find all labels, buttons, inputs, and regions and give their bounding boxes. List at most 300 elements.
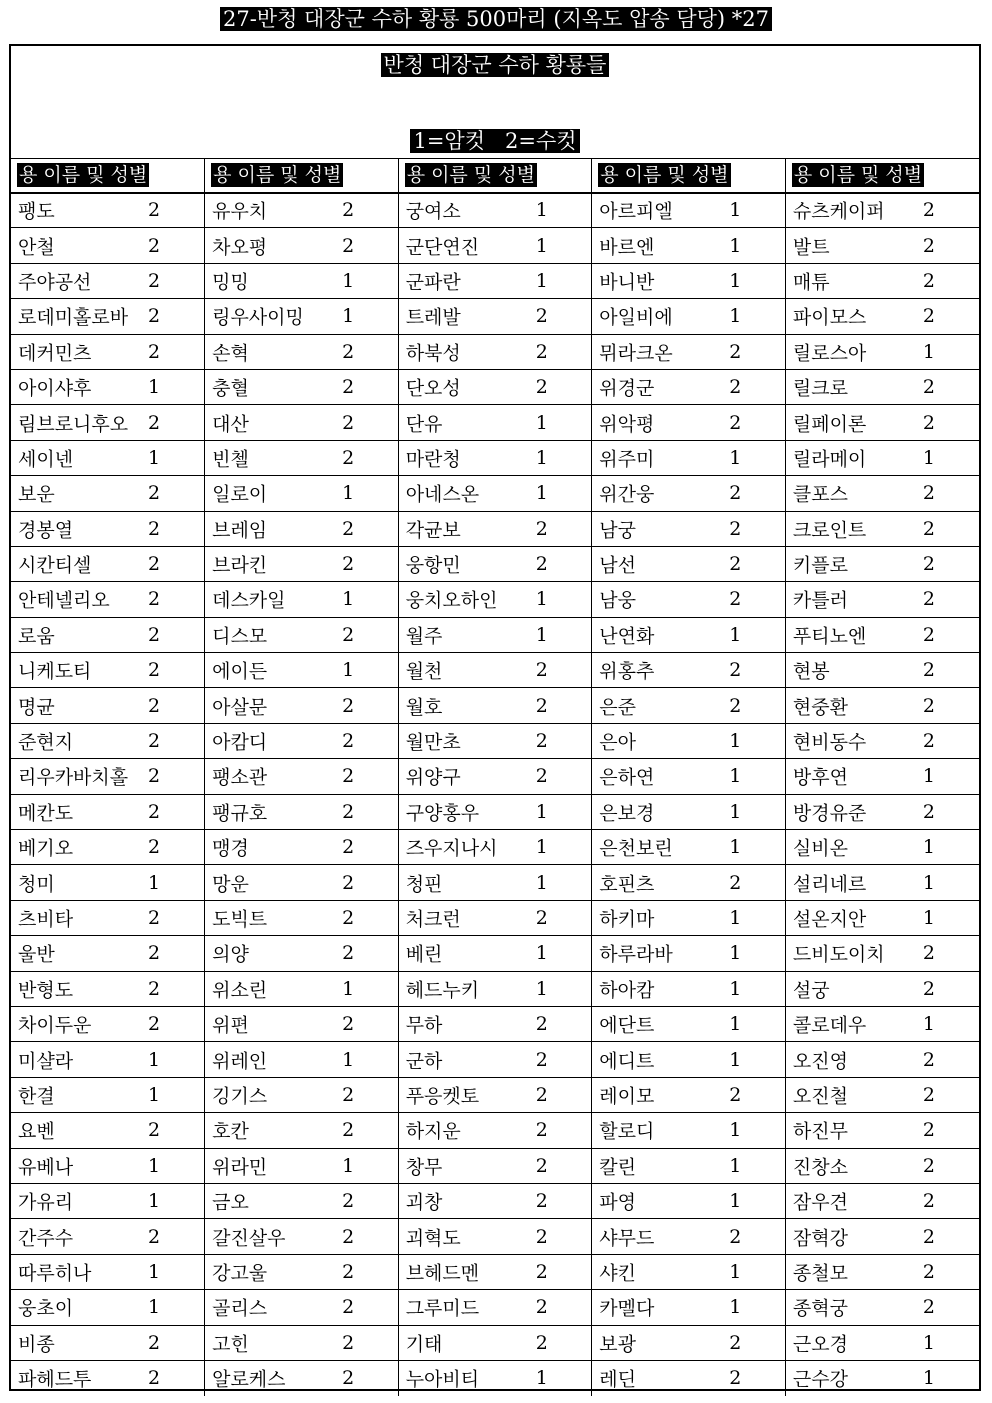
dragon-name: 난연화: [599, 625, 655, 648]
dragon-name: 반형도: [18, 979, 74, 1002]
dragon-cell: [592, 263, 786, 298]
dragon-gender: 2: [148, 340, 161, 363]
column-header-label: 용 이름 및 성별: [19, 164, 148, 187]
dragon-gender: 1: [729, 1260, 742, 1283]
dragon-cell: [785, 1360, 979, 1395]
dragon-cell: [785, 688, 979, 723]
dragon-name: 웅초이: [18, 1297, 74, 1320]
dragon-cell: [11, 1077, 205, 1112]
section-subtitle-text: 반청 대장군 수하 황룡들: [381, 53, 610, 77]
dragon-gender: 1: [342, 977, 355, 1000]
dragon-name: 진창소: [792, 1156, 848, 1179]
dragon-gender: 1: [922, 446, 935, 469]
table-row: [11, 1254, 979, 1289]
dragon-cell: [398, 936, 592, 971]
dragon-cell: [398, 617, 592, 652]
dragon-gender: 2: [342, 553, 355, 576]
dragon-gender: 2: [148, 1367, 161, 1390]
table-row: [11, 511, 979, 546]
dragon-name: 월주: [405, 625, 443, 648]
dragon-name: 은하연: [599, 766, 655, 789]
table-row: [11, 405, 979, 440]
dragon-name: 아일비에: [599, 306, 673, 329]
dragon-name: 월호: [405, 696, 443, 719]
dragon-cell: [11, 263, 205, 298]
dragon-name: 샤무드: [599, 1227, 655, 1250]
dragon-cell: [592, 1183, 786, 1218]
dragon-cell: [592, 617, 786, 652]
table-row: [11, 830, 979, 865]
dragon-cell: [11, 511, 205, 546]
dragon-name: 한결: [18, 1085, 55, 1108]
dragon-gender: 1: [922, 340, 935, 363]
dragon-cell: [11, 971, 205, 1006]
dragon-name: 대산: [212, 413, 249, 436]
dragon-gender: 2: [729, 482, 742, 505]
dragon-name: 설리네르: [792, 873, 867, 896]
dragon-name: 구양홍우: [405, 802, 480, 825]
dragon-gender: 2: [148, 305, 161, 328]
table-row: [11, 1042, 979, 1077]
dragon-gender: 1: [922, 836, 935, 859]
dragon-name: 하지운: [405, 1120, 461, 1143]
dragon-gender: 2: [342, 623, 355, 646]
dragon-cell: [592, 759, 786, 794]
dragon-cell: [592, 511, 786, 546]
dragon-name: 키플로: [792, 554, 848, 577]
dragon-gender: 2: [729, 694, 742, 717]
table-row: [11, 1148, 979, 1183]
dragon-gender: 1: [148, 1154, 161, 1177]
dragon-cell: [398, 228, 592, 263]
dragon-gender: 2: [922, 588, 935, 611]
dragon-cell: [398, 830, 592, 865]
dragon-cell: [11, 1183, 205, 1218]
dragon-cell: [11, 900, 205, 935]
dragon-name: 기태: [405, 1333, 443, 1356]
dragon-cell: [398, 369, 592, 404]
dragon-name: 림브로니후오: [18, 413, 129, 436]
dragon-name: 즈우지나시: [405, 837, 498, 860]
dragon-gender: 1: [535, 836, 548, 859]
table-row: [11, 759, 979, 794]
dragon-name: 에디트: [599, 1050, 655, 1073]
dragon-gender: 1: [729, 800, 742, 823]
dragon-cell: [205, 1183, 399, 1218]
dragon-name: 위주미: [599, 448, 655, 471]
dragon-cell: [592, 900, 786, 935]
dragon-name: 레딘: [599, 1368, 636, 1391]
table-row: [11, 299, 979, 334]
dragon-name: 리우카바치홀: [18, 766, 129, 789]
dragon-cell: [205, 546, 399, 581]
dragon-gender: 2: [535, 1331, 548, 1354]
table-row: [11, 971, 979, 1006]
dragon-cell: [205, 759, 399, 794]
dragon-name: 갈진살우: [212, 1227, 286, 1250]
dragon-cell: [205, 830, 399, 865]
dragon-gender: 2: [148, 836, 161, 859]
dragon-name: 금오: [212, 1191, 249, 1214]
dragon-name: 준현지: [18, 731, 74, 754]
table-row: [11, 688, 979, 723]
dragon-gender: 2: [342, 411, 355, 434]
dragon-cell: [785, 617, 979, 652]
dragon-gender: 1: [342, 1154, 355, 1177]
dragon-name: 디스모: [212, 625, 268, 648]
dragon-gender: 1: [922, 765, 935, 788]
dragon-gender: 1: [148, 1296, 161, 1319]
dragon-cell: [205, 440, 399, 475]
dragon-name: 위편: [212, 1014, 249, 1037]
dragon-cell: [592, 228, 786, 263]
dragon-gender: 2: [729, 588, 742, 611]
dragon-name: 릴로스아: [792, 342, 867, 365]
dragon-cell: [398, 794, 592, 829]
dragon-cell: [398, 476, 592, 511]
dragon-name: 위양구: [405, 766, 461, 789]
table-row: [11, 1325, 979, 1360]
dragon-cell: [785, 440, 979, 475]
dragon-name: 방경유준: [792, 802, 867, 825]
dragon-gender: 2: [148, 411, 161, 434]
dragon-gender: 2: [535, 1013, 548, 1036]
column-header-label: 용 이름 및 성별: [406, 164, 535, 187]
dragon-gender: 2: [342, 1190, 355, 1213]
dragon-name: 팽도: [18, 200, 55, 223]
dragon-gender: 2: [148, 907, 161, 929]
dragon-gender: 2: [535, 1296, 548, 1319]
dragon-name: 잠혁강: [792, 1227, 848, 1250]
dragon-cell: [785, 865, 979, 900]
dragon-cell: [11, 1148, 205, 1183]
dragon-gender: 1: [922, 1013, 935, 1036]
dragon-gender: 1: [729, 305, 742, 328]
dragon-gender: 2: [729, 376, 742, 399]
dragon-gender: 2: [922, 694, 935, 717]
dragon-gender: 2: [148, 234, 161, 257]
dragon-gender: 1: [535, 800, 548, 823]
dragon-cell: [205, 405, 399, 440]
dragon-name: 레이모: [599, 1085, 655, 1108]
dragon-gender: 1: [729, 1048, 742, 1071]
dragon-name: 궁여소: [405, 200, 461, 223]
dragon-gender: 2: [922, 1190, 935, 1213]
dragon-cell: [785, 900, 979, 935]
dragon-gender: 2: [148, 765, 161, 788]
dragon-gender: 2: [148, 553, 161, 576]
dragon-name: 경봉열: [18, 519, 74, 542]
dragon-cell: [592, 405, 786, 440]
table-row: [11, 653, 979, 688]
dragon-gender: 2: [922, 659, 935, 682]
table-row: [11, 1290, 979, 1325]
dragon-gender: 2: [342, 1119, 355, 1142]
dragon-gender: 2: [342, 1296, 355, 1319]
table-row: [11, 440, 979, 475]
dragon-name: 처크런: [405, 908, 461, 931]
dragon-cell: [11, 476, 205, 511]
dragon-cell: [11, 794, 205, 829]
dragon-gender: 1: [148, 376, 161, 399]
dragon-gender: 2: [535, 376, 548, 399]
dragon-gender: 1: [535, 623, 548, 646]
dragon-gender: 2: [922, 199, 935, 222]
dragon-name: 괴창: [405, 1191, 443, 1214]
dragon-gender: 1: [729, 199, 742, 222]
dragon-gender: 2: [342, 1367, 355, 1390]
dragon-name: 오진철: [792, 1085, 848, 1108]
dragon-gender: 1: [729, 907, 742, 929]
dragon-gender: 1: [535, 446, 548, 469]
dragon-cell: [205, 1290, 399, 1325]
dragon-name: 위레인: [212, 1050, 268, 1073]
table-row: [11, 476, 979, 511]
dragon-gender: 1: [729, 234, 742, 257]
dragon-gender: 2: [535, 553, 548, 576]
dragon-name: 바니반: [599, 271, 655, 294]
dragon-name: 그루미드: [405, 1297, 480, 1320]
dragon-cell: [592, 440, 786, 475]
dragon-cell: [398, 653, 592, 688]
dragon-gender: 2: [922, 977, 935, 1000]
dragon-name: 손혁: [212, 342, 249, 365]
dragon-gender: 2: [922, 623, 935, 646]
dragon-cell: [785, 263, 979, 298]
dragon-gender: 1: [729, 977, 742, 1000]
dragon-cell: [11, 653, 205, 688]
dragon-gender: 2: [535, 340, 548, 363]
dragon-cell: [398, 440, 592, 475]
dragon-gender: 2: [922, 482, 935, 505]
dragon-name: 종혁궁: [792, 1297, 848, 1320]
dragon-cell: [398, 546, 592, 581]
dragon-gender: 2: [535, 765, 548, 788]
dragon-gender: 2: [535, 694, 548, 717]
dragon-name: 카멜다: [599, 1297, 655, 1320]
dragon-gender: 1: [729, 1296, 742, 1319]
dragon-gender: 2: [148, 623, 161, 646]
dragon-name: 충혈: [212, 377, 249, 400]
dragon-gender: 2: [922, 1048, 935, 1071]
dragon-cell: [592, 1077, 786, 1112]
dragon-name: 골리스: [212, 1297, 268, 1320]
dragon-gender: 2: [922, 730, 935, 753]
dragon-name: 무하: [405, 1014, 443, 1037]
dragon-gender: 1: [148, 1048, 161, 1071]
dragon-gender: 1: [342, 1048, 355, 1071]
dragon-cell: [205, 1219, 399, 1254]
dragon-gender: 2: [148, 1331, 161, 1354]
dragon-cell: [785, 369, 979, 404]
dragon-gender: 2: [729, 871, 742, 894]
dragon-name: 현비동수: [792, 731, 867, 754]
dragon-name: 메칸도: [18, 802, 74, 825]
dragon-name: 에단트: [599, 1014, 655, 1037]
dragon-cell: [11, 865, 205, 900]
dragon-cell: [592, 1148, 786, 1183]
dragon-gender: 2: [729, 1225, 742, 1248]
dragon-gender: 2: [342, 1331, 355, 1354]
dragon-name: 릴크로: [792, 377, 848, 400]
dragon-cell: [11, 1254, 205, 1289]
dragon-cell: [785, 723, 979, 758]
dragon-gender: 2: [535, 517, 548, 540]
dragon-name: 하진무: [792, 1120, 848, 1143]
dragon-gender: 2: [148, 482, 161, 505]
table-row: [11, 1219, 979, 1254]
dragon-cell: [11, 1113, 205, 1148]
dragon-cell: [785, 1148, 979, 1183]
dragon-cell: [785, 511, 979, 546]
dragon-name: 푸티노엔: [792, 625, 867, 648]
dragon-name: 간주수: [18, 1227, 74, 1250]
dragon-cell: [205, 1113, 399, 1148]
dragon-cell: [398, 723, 592, 758]
dragon-cell: [785, 653, 979, 688]
dragon-gender: 1: [342, 659, 355, 682]
dragon-cell: [785, 1290, 979, 1325]
dragon-name: 단오성: [405, 377, 461, 400]
dragon-name: 종철모: [792, 1262, 848, 1285]
dragon-cell: [11, 582, 205, 617]
dragon-name: 하루라바: [599, 943, 673, 966]
dragon-name: 차오평: [212, 236, 268, 259]
dragon-name: 마란청: [405, 448, 461, 471]
dragon-name: 단유: [405, 413, 443, 436]
dragon-name: 은아: [599, 731, 636, 754]
dragon-cell: [785, 476, 979, 511]
dragon-gender: 2: [535, 305, 548, 328]
dragon-cell: [592, 653, 786, 688]
dragon-cell: [205, 476, 399, 511]
dragon-cell: [785, 1254, 979, 1289]
dragon-cell: [11, 405, 205, 440]
dragon-gender: 1: [729, 1119, 742, 1142]
dragon-cell: [592, 582, 786, 617]
dragon-gender: 2: [148, 199, 161, 222]
dragon-name: 고힌: [212, 1333, 249, 1356]
dragon-cell: [398, 1219, 592, 1254]
dragon-gender: 2: [342, 376, 355, 399]
dragon-cell: [785, 299, 979, 334]
dragon-cell: [11, 1042, 205, 1077]
dragon-cell: [205, 299, 399, 334]
dragon-cell: [205, 865, 399, 900]
dragon-name: 파헤드투: [18, 1368, 92, 1391]
dragon-name: 요벤: [18, 1120, 55, 1143]
dragon-gender: 2: [148, 1119, 161, 1142]
dragon-gender: 1: [342, 588, 355, 611]
dragon-name: 뮈라크온: [599, 342, 673, 365]
dragon-cell: [205, 1360, 399, 1395]
dragon-gender: 2: [148, 1013, 161, 1036]
dragon-name: 베린: [405, 943, 443, 966]
table-row: [11, 723, 979, 758]
table-row: [11, 1077, 979, 1112]
dragon-name: 클포스: [792, 483, 848, 506]
dragon-gender: 1: [148, 446, 161, 469]
dragon-cell: [398, 688, 592, 723]
dragon-cell: [398, 1290, 592, 1325]
dragon-name: 웅치오하인: [405, 589, 498, 612]
dragon-cell: [11, 334, 205, 369]
dragon-gender: 1: [535, 482, 548, 505]
dragon-cell: [205, 511, 399, 546]
dragon-cell: [205, 193, 399, 228]
dragon-name: 칼린: [599, 1156, 636, 1179]
dragon-cell: [205, 794, 399, 829]
dragon-name: 로움: [18, 625, 55, 648]
dragon-name: 위홍추: [599, 660, 655, 683]
dragon-cell: [785, 1042, 979, 1077]
document-title: [0, 6, 992, 32]
dragon-gender: 2: [342, 871, 355, 894]
dragon-gender: 2: [342, 730, 355, 753]
table-row: [11, 334, 979, 369]
dragon-cell: [592, 1325, 786, 1360]
dragon-name: 하북성: [405, 342, 461, 365]
dragon-gender: 2: [148, 517, 161, 540]
dragon-name: 은보경: [599, 802, 655, 825]
dragon-name: 누아비티: [405, 1368, 480, 1391]
dragon-name: 드비도이치: [792, 943, 885, 966]
dragon-cell: [785, 193, 979, 228]
dragon-name: 안테넬리오: [18, 589, 110, 612]
dragon-name: 군하: [405, 1050, 443, 1073]
dragon-name: 남선: [599, 554, 636, 577]
dragon-cell: [205, 263, 399, 298]
dragon-cell: [205, 334, 399, 369]
dragon-cell: [785, 546, 979, 581]
table-row: [11, 228, 979, 263]
dragon-cell: [205, 936, 399, 971]
dragon-name: 잠우견: [792, 1191, 848, 1214]
dragon-gender: 1: [535, 1367, 548, 1390]
table-row: [11, 1183, 979, 1218]
dragon-cell: [592, 1219, 786, 1254]
dragon-cell: [398, 900, 592, 935]
dragon-gender: 2: [729, 659, 742, 682]
dragon-name: 바르엔: [599, 236, 655, 259]
dragon-cell: [205, 653, 399, 688]
dragon-gender: 1: [922, 907, 935, 929]
dragon-gender: 2: [148, 588, 161, 611]
dragon-name: 시칸티셀: [18, 554, 92, 577]
dragon-gender: 1: [922, 1367, 935, 1390]
dragon-gender: 2: [922, 1154, 935, 1177]
dragon-name: 맹경: [212, 837, 249, 860]
dragon-gender: 1: [922, 1331, 935, 1354]
dragon-name: 크로인트: [792, 519, 867, 542]
dragon-gender: 1: [729, 942, 742, 965]
dragon-cell: [398, 1360, 592, 1395]
dragon-gender: 2: [729, 1083, 742, 1106]
dragon-name: 비종: [18, 1333, 55, 1356]
dragon-gender: 1: [535, 199, 548, 222]
dragon-name: 은준: [599, 696, 636, 719]
dragon-cell: [398, 1148, 592, 1183]
dragon-cell: [205, 1325, 399, 1360]
dragon-cell: [592, 1360, 786, 1395]
dragon-name: 빈첼: [212, 448, 249, 471]
dragon-cell: [592, 688, 786, 723]
dragon-cell: [398, 1113, 592, 1148]
dragon-gender: 1: [729, 269, 742, 292]
dragon-gender: 2: [342, 1260, 355, 1283]
dragon-name: 오진영: [792, 1050, 848, 1073]
dragon-gender: 1: [729, 623, 742, 646]
